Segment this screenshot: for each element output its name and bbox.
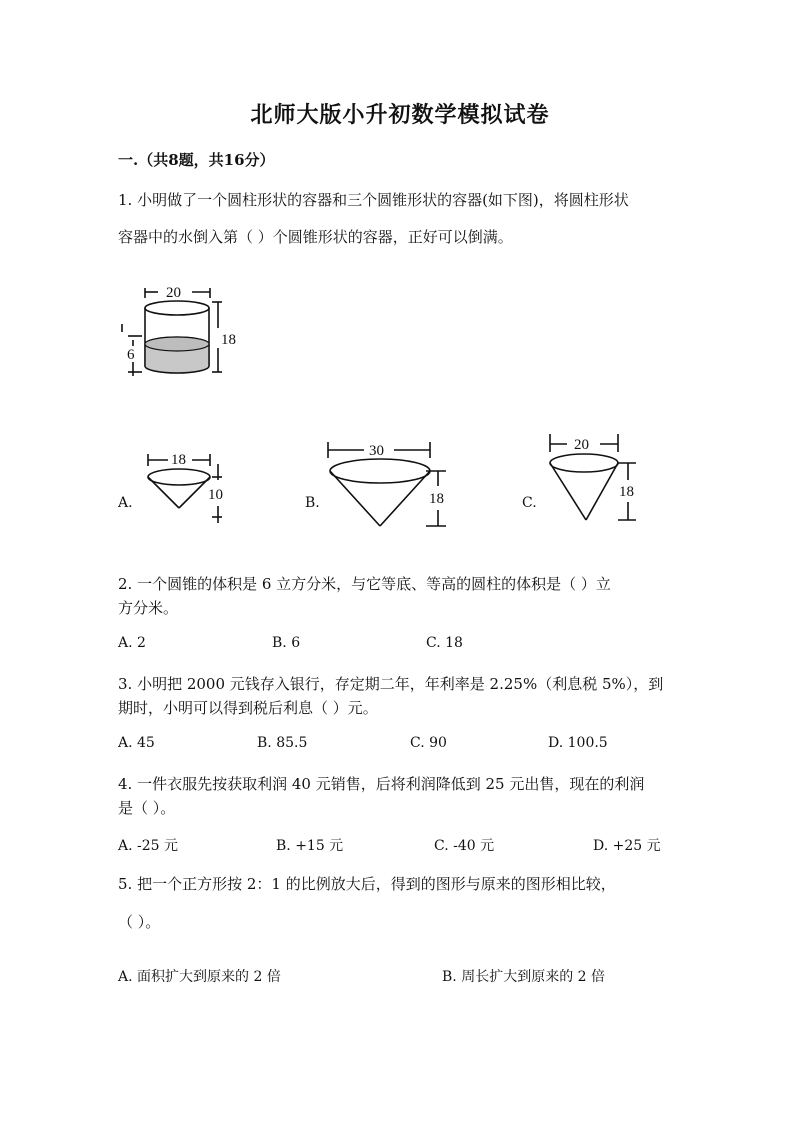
q5-option-a[interactable]: A. 面积扩大到原来的 2 倍 xyxy=(118,969,281,985)
q3-option-b[interactable]: B. 85.5 xyxy=(257,735,308,751)
q2-option-a[interactable]: A. 2 xyxy=(118,635,146,651)
cylinder-water-label: 6 xyxy=(127,347,135,363)
page-title: 北师大版小升初数学模拟试卷 xyxy=(250,102,550,128)
cone-c-figure xyxy=(540,430,650,525)
question-1-line-2: 容器中的水倒入第（ ）个圆锥形状的容器，正好可以倒满。 xyxy=(118,228,513,246)
q3-option-c[interactable]: C. 90 xyxy=(410,735,447,751)
q1-option-a-label[interactable]: A. xyxy=(118,495,133,511)
cone-b-diameter-label: 30 xyxy=(369,443,384,459)
q4-option-b[interactable]: B. +15 元 xyxy=(276,838,344,854)
cone-c-height-label: 18 xyxy=(619,484,634,500)
q5-option-b[interactable]: B. 周长扩大到原来的 2 倍 xyxy=(442,969,605,985)
cone-b-figure xyxy=(322,438,452,533)
q3-option-d[interactable]: D. 100.5 xyxy=(548,735,608,751)
question-4-line-1: 4. 一件衣服先按获取利润 40 元销售，后将利润降低到 25 元出售，现在的利润 xyxy=(118,775,645,793)
cone-a-figure xyxy=(140,448,240,528)
question-3-line-2: 期时，小明可以得到税后利息（ ）元。 xyxy=(118,699,378,717)
question-4-line-2: 是（ ）。 xyxy=(118,799,176,817)
q2-option-c[interactable]: C. 18 xyxy=(426,635,463,651)
question-5-line-1: 5. 把一个正方形按 2：1 的比例放大后，得到的图形与原来的图形相比较， xyxy=(118,875,616,893)
cylinder-figure xyxy=(118,278,248,388)
section-header: 一.（共8题，共16分） xyxy=(118,151,275,169)
question-1-line-1: 1. 小明做了一个圆柱形状的容器和三个圆锥形状的容器(如下图)，将圆柱形状 xyxy=(118,191,629,209)
cone-c-diameter-label: 20 xyxy=(574,437,589,453)
q4-option-a[interactable]: A. -25 元 xyxy=(118,838,179,854)
cone-a-height-label: 10 xyxy=(208,487,223,503)
question-3-line-1: 3. 小明把 2000 元钱存入银行，存定期二年，年利率是 2.25%（利息税 5%），到 xyxy=(118,675,664,693)
q2-option-b[interactable]: B. 6 xyxy=(272,635,301,651)
cylinder-diameter-label: 20 xyxy=(166,285,181,301)
q4-option-c[interactable]: C. -40 元 xyxy=(434,838,495,854)
q4-option-d[interactable]: D. +25 元 xyxy=(593,838,661,854)
q1-option-c-label[interactable]: C. xyxy=(522,495,537,511)
q1-option-b-label[interactable]: B. xyxy=(305,495,320,511)
cone-b-height-label: 18 xyxy=(429,491,444,507)
question-2-line-2: 方分米。 xyxy=(118,599,179,617)
question-5-line-2: （ ）。 xyxy=(118,913,161,931)
question-2-line-1: 2. 一个圆锥的体积是 6 立方分米，与它等底、等高的圆柱的体积是（ ）立 xyxy=(118,575,611,593)
cone-a-diameter-label: 18 xyxy=(171,452,186,468)
q3-option-a[interactable]: A. 45 xyxy=(118,735,155,751)
cylinder-height-label: 18 xyxy=(221,332,236,348)
